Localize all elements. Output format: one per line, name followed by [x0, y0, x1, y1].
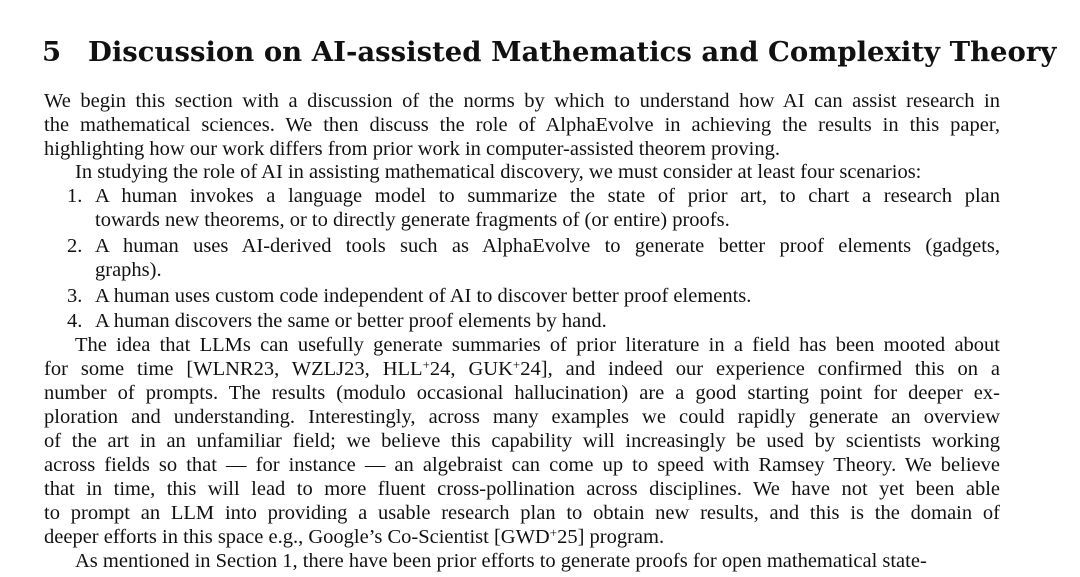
para3-line9-b: 25] program. — [557, 526, 665, 548]
para3-line2-b: 24, GUK — [429, 358, 513, 380]
para3-line4: ploration and understanding. Interestingly, across many examples we could rapidly generate an overview — [44, 406, 1000, 428]
list-item-2-line1: A human uses AI-derived tools such as AlphaEvolve to generate better proof elements (gadgets, — [95, 235, 1000, 257]
list-item-1-number: 1. — [67, 185, 83, 207]
para3-line7: that in time, this will lead to more fluent cross-pollination across disciplines. We have not yet been able — [44, 478, 1000, 500]
list-item-2 — [67, 234, 1000, 258]
list-item-4 — [67, 309, 1000, 333]
para3-line6: across fields so that — for instance — an algebraist can come up to speed with Ramsey Theory. We believe — [44, 454, 1000, 476]
para4-line1: As mentioned in Section 1, there have been prior efforts to generate proofs for open mathematical state- — [75, 550, 927, 572]
para3-line9 — [44, 525, 1000, 549]
para3-line2-a: for some time [WLNR23, WZLJ23, HLL — [44, 358, 423, 380]
list-item-4-number: 4. — [67, 310, 83, 332]
para1-line1: We begin this section with a discussion of the norms by which to understand how AI can assist research in — [44, 90, 1000, 112]
list-item-1-line2: towards new theorems, or to directly generate fragments of (or entire) proofs. — [95, 209, 730, 231]
para3-line5: of the art in an unfamiliar field; we believe this capability will increasingly be used by scientists working — [44, 430, 1000, 452]
list-item-4-line1: A human discovers the same or better proof elements by hand. — [95, 310, 607, 332]
list-item-2-line2: graphs). — [95, 259, 162, 281]
para3-line8: to prompt an LLM into providing a usable research plan to obtain new results, and this is the domain of — [44, 502, 1000, 524]
para1-line2: the mathematical sciences. We then discuss the role of AlphaEvolve in achieving the results in this paper, — [44, 114, 1000, 136]
list-item-3-number: 3. — [67, 285, 83, 307]
list-item-2-number: 2. — [67, 235, 83, 257]
section-title: Discussion on AI-assisted Mathematics and Complexity Theory — [88, 36, 1057, 68]
list-item-3 — [67, 284, 1000, 308]
list-item-3-line1: A human uses custom code independent of AI to discover better proof elements. — [95, 285, 752, 307]
section-heading — [42, 30, 1057, 74]
para3-line1: The idea that LLMs can usefully generate summaries of prior literature in a field has been mooted about — [75, 334, 1000, 356]
section-number: 5 — [42, 36, 62, 68]
para3-line2-c: 24], and indeed our experience confirmed this on a — [520, 358, 1000, 380]
para3-line9-a: deeper efforts in this space e.g., Google’s Co-Scientist [GWD — [44, 526, 550, 548]
list-item-1 — [67, 184, 1000, 208]
citation-superscript: + — [549, 525, 558, 540]
citation-superscript: + — [512, 357, 521, 372]
list-item-1-line1: A human invokes a language model to summarize the state of prior art, to chart a research plan — [95, 185, 1000, 207]
para3-line2 — [44, 357, 1000, 381]
para1-line3: highlighting how our work differs from prior work in computer-assisted theorem proving. — [44, 138, 780, 160]
citation-superscript: + — [422, 357, 430, 372]
para3-line3: number of prompts. The results (modulo occasional hallucination) are a good starting point for deeper ex- — [44, 382, 1000, 404]
para2-line1: In studying the role of AI in assisting mathematical discovery, we must consider at least four scenarios: — [75, 161, 922, 183]
